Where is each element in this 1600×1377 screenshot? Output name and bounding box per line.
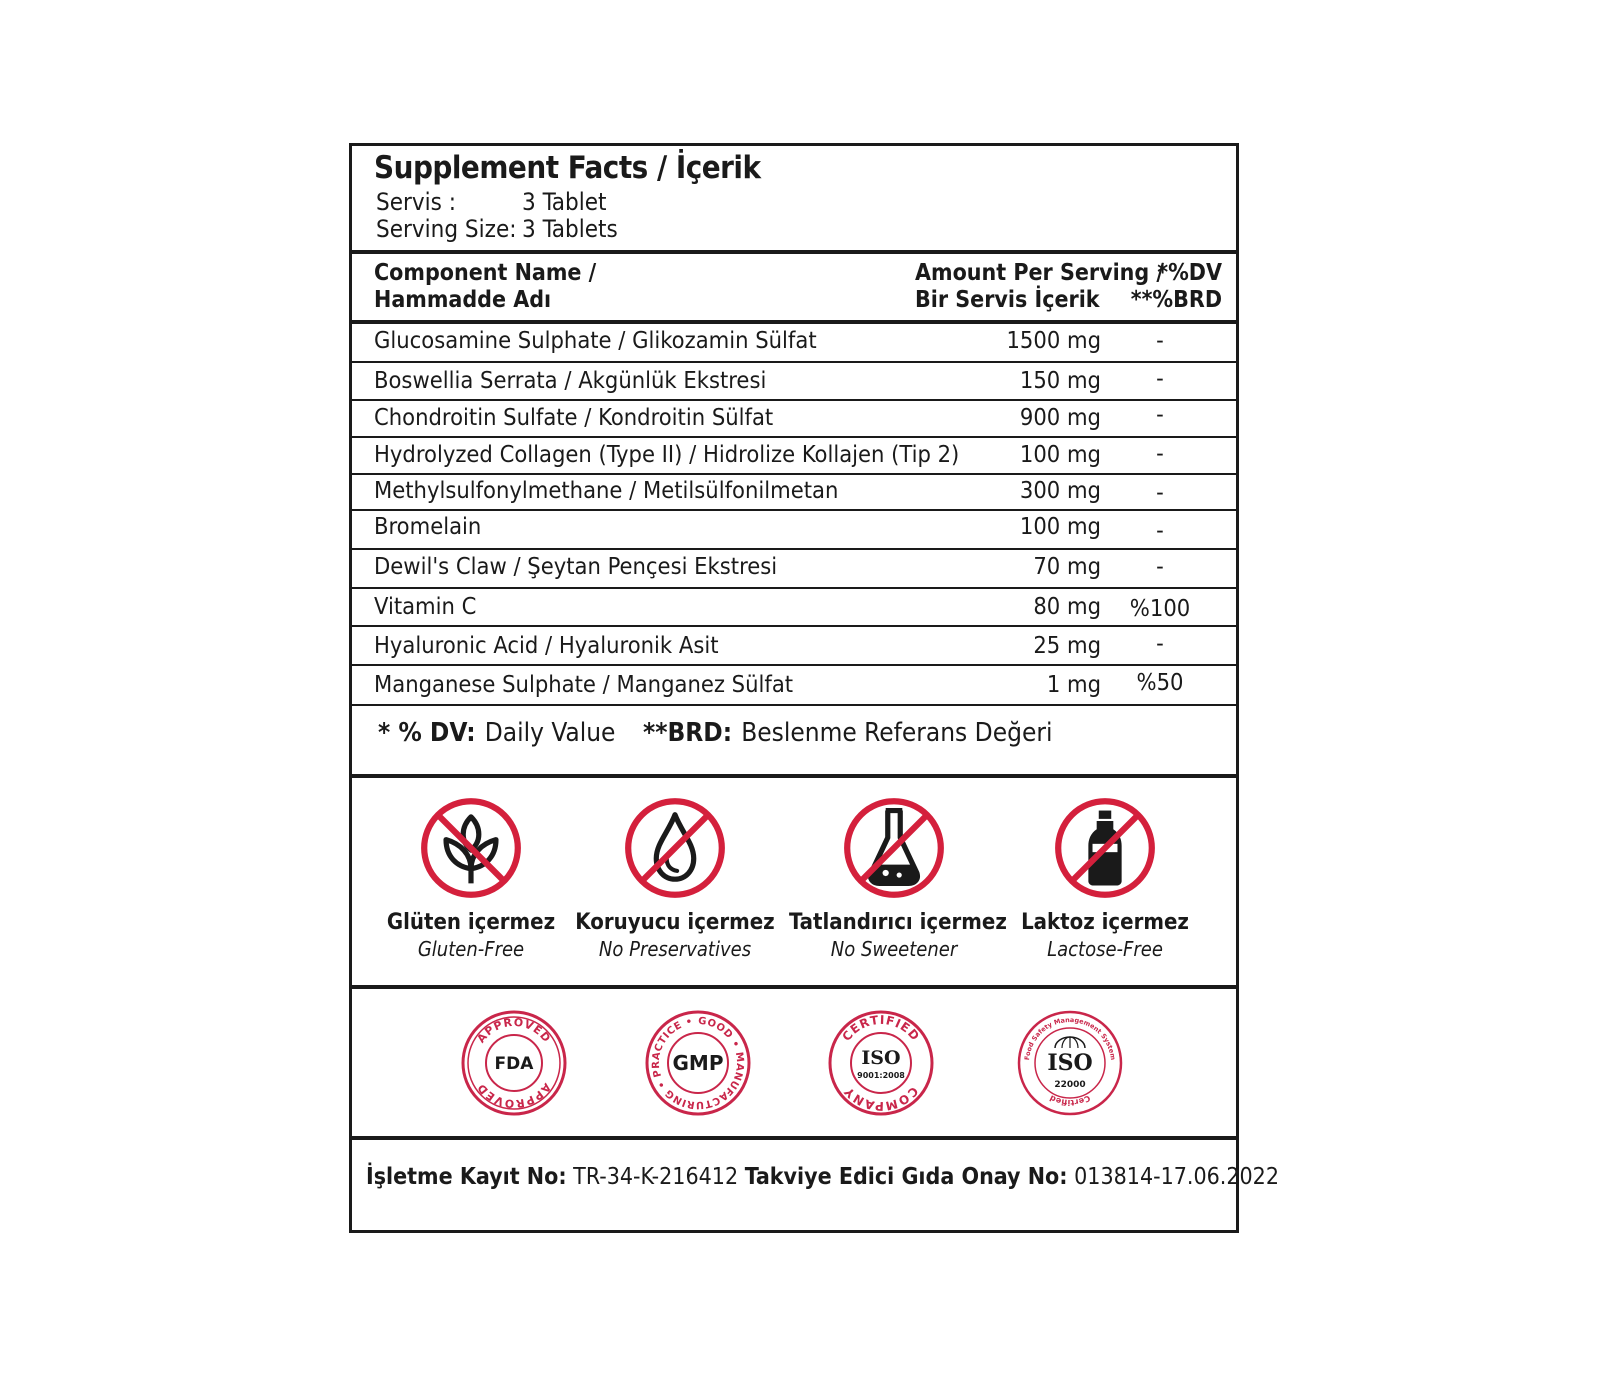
divider — [352, 985, 1236, 989]
feature-no-sweetener — [789, 796, 1007, 961]
iso-22000-stamp — [1015, 1008, 1125, 1118]
table-row-dv: - — [1156, 478, 1164, 506]
table-row-dv: - — [1156, 552, 1164, 580]
column-header-name-line1: Component Name / — [374, 260, 597, 286]
row-divider — [352, 436, 1236, 438]
table-row-dv: - — [1156, 439, 1164, 467]
table-row-name: Hyaluronic Acid / Hyaluronik Asit — [374, 631, 719, 659]
fda-approved-stamp — [459, 1008, 569, 1118]
svg-text:22000: 22000 — [1054, 1080, 1086, 1090]
table-row-amount: 900 mg — [1019, 403, 1101, 431]
table-row-name: Manganese Sulphate / Manganez Sülfat — [374, 670, 794, 698]
table-row-amount: 1 mg — [1046, 670, 1101, 698]
svg-text:APPROVED: APPROVED — [474, 1015, 554, 1046]
column-header-name — [374, 260, 596, 314]
table-row-name: Chondroitin Sulfate / Kondroitin Sülfat — [374, 403, 774, 431]
table-row-dv: %100 — [1129, 594, 1191, 622]
table-row-dv: - — [1156, 629, 1164, 657]
feature-label-tr: Laktoz içermez — [1021, 910, 1189, 935]
table-row-name: Glucosamine Sulphate / Glikozamin Sülfat — [374, 326, 817, 354]
row-divider — [352, 509, 1236, 511]
row-divider — [352, 473, 1236, 475]
svg-text:Food Safety Management System: Food Safety Management System — [1023, 1015, 1117, 1061]
svg-text:ISO: ISO — [861, 1047, 901, 1069]
feature-label-en: No Preservatives — [598, 937, 752, 961]
row-divider — [352, 664, 1236, 666]
svg-text:Certified: Certified — [1048, 1093, 1092, 1108]
column-header-amount-line2: Bir Servis İçerik — [915, 287, 1100, 313]
table-row-dv: - — [1156, 326, 1164, 354]
supplement-facts-label — [349, 143, 1280, 1233]
row-divider — [352, 361, 1236, 363]
approval-number-key: Takviye Edici Gıda Onay No: — [744, 1164, 1068, 1190]
footnote-dv-key: * % DV: — [378, 718, 476, 748]
business-registration-value: TR-34-K-216412 — [566, 1164, 745, 1190]
svg-text:ISO: ISO — [1047, 1050, 1093, 1076]
footnote-brd-value: Beslenme Referans Değeri — [741, 718, 1053, 748]
svg-text:APPROVED: APPROVED — [474, 1080, 554, 1111]
column-header-dv — [1131, 260, 1222, 314]
feature-label-tr: Glüten içermez — [386, 910, 556, 935]
table-row-amount: 100 mg — [1019, 440, 1101, 468]
footnote-brd — [643, 718, 1052, 748]
bottle-icon — [1053, 796, 1157, 900]
feature-label-en: No Sweetener — [830, 937, 958, 961]
table-row-dv: - — [1156, 400, 1164, 428]
svg-text:CERTIFIED: CERTIFIED — [839, 1012, 923, 1044]
registration-footer — [366, 1164, 1279, 1190]
gmp-stamp — [643, 1008, 753, 1118]
table-row-dv: - — [1156, 516, 1164, 544]
table-row-amount: 25 mg — [1033, 631, 1101, 659]
table-row-dv: - — [1156, 364, 1164, 392]
serving-size-value: 3 Tablets — [522, 215, 618, 243]
table-row-name: Dewil's Claw / Şeytan Pençesi Ekstresi — [374, 552, 778, 580]
feature-gluten-free — [366, 796, 576, 961]
divider — [352, 1136, 1236, 1140]
approval-number-value: 013814-17.06.2022 — [1067, 1164, 1280, 1190]
svg-text:COMPANY: COMPANY — [841, 1083, 921, 1114]
feature-label-en: Gluten-Free — [417, 937, 525, 961]
svg-text:GMP: GMP — [672, 1051, 724, 1075]
svg-text:FDA: FDA — [494, 1054, 534, 1074]
column-header-name-line2: Hammadde Adı — [374, 287, 552, 313]
svg-text:GOOD • MANUFACTURING • PRACTIC: GOOD • MANUFACTURING • PRACTICE • — [650, 1015, 746, 1111]
feature-label-tr: Tatlandırıcı içermez — [789, 910, 1007, 935]
serving-size-label: Serving Size: — [376, 215, 517, 243]
table-row-amount: 80 mg — [1033, 592, 1101, 620]
label-title: Supplement Facts / İçerik — [374, 150, 761, 186]
table-row-amount: 300 mg — [1019, 476, 1101, 504]
table-row-name: Hydrolyzed Collagen (Type II) / Hidrolize Kollajen (Tip 2) — [374, 440, 960, 468]
servis-value: 3 Tablet — [522, 188, 607, 216]
footnote-dv-value: Daily Value — [484, 718, 616, 748]
feature-label-en: Lactose-Free — [1047, 937, 1163, 961]
table-row-name: Methylsulfonylmethane / Metilsülfonilmetan — [374, 476, 839, 504]
flask-icon — [842, 796, 946, 900]
wheat-icon — [419, 796, 523, 900]
feature-label-tr: Koruyucu içermez — [575, 910, 775, 935]
row-divider — [352, 548, 1236, 550]
footnote-dv — [378, 718, 615, 748]
divider — [352, 250, 1236, 254]
table-row-name: Vitamin C — [374, 592, 477, 620]
column-header-amount — [915, 260, 1164, 314]
row-divider — [352, 399, 1236, 401]
table-row-amount: 100 mg — [1019, 512, 1101, 540]
row-divider — [352, 625, 1236, 627]
table-row-name: Bromelain — [374, 512, 482, 540]
table-row-amount: 1500 mg — [1006, 326, 1101, 354]
drop-icon — [623, 796, 727, 900]
svg-text:9001:2008: 9001:2008 — [857, 1071, 905, 1080]
row-divider — [352, 587, 1236, 589]
column-header-dv-line1: *%DV — [1157, 260, 1222, 286]
divider — [352, 320, 1236, 324]
servis-label: Servis : — [376, 188, 457, 216]
table-row-amount: 70 mg — [1033, 552, 1101, 580]
divider — [352, 774, 1236, 778]
table-row-amount: 150 mg — [1019, 366, 1101, 394]
table-row-name: Boswellia Serrata / Akgünlük Ekstresi — [374, 366, 767, 394]
feature-lactose-free — [1000, 796, 1210, 961]
column-header-dv-line2: **%BRD — [1130, 287, 1222, 313]
column-header-amount-line1: Amount Per Serving / — [915, 260, 1164, 286]
business-registration-key: İşletme Kayıt No: — [366, 1164, 567, 1190]
row-divider — [352, 704, 1236, 706]
iso-9001-stamp — [826, 1008, 936, 1118]
table-row-dv: %50 — [1136, 668, 1184, 696]
feature-no-preservatives — [570, 796, 780, 961]
footnote-brd-key: **BRD: — [643, 718, 733, 748]
